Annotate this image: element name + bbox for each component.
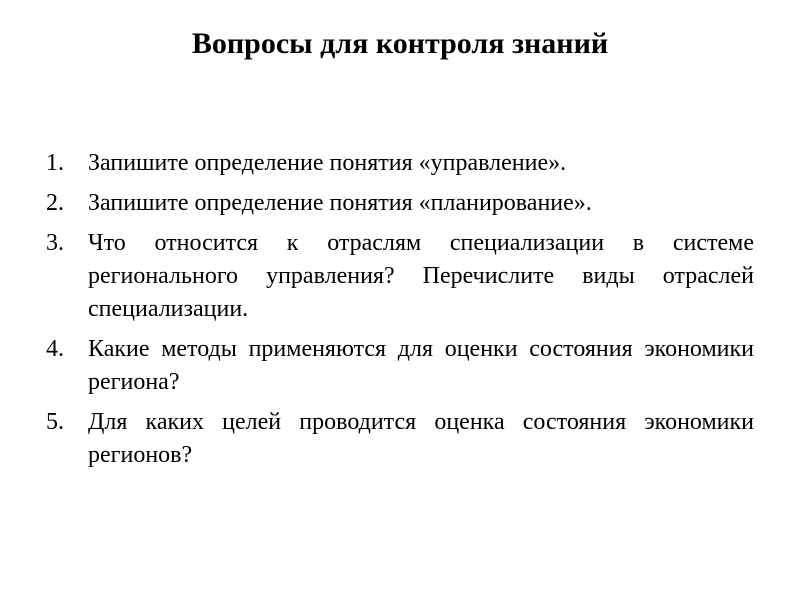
slide-title: Вопросы для контроля знаний	[191, 27, 609, 60]
question-text: Запишите определение понятия «планирование».	[88, 190, 592, 216]
question-item-2	[46, 187, 754, 220]
question-number: 3.	[46, 230, 64, 256]
question-number: 2.	[46, 190, 64, 216]
question-number: 1.	[46, 150, 64, 176]
question-text: Запишите определение понятия «управление».	[88, 150, 567, 176]
question-item-3	[46, 227, 754, 326]
question-number: 4.	[46, 336, 64, 362]
question-list	[46, 147, 754, 479]
question-item-1	[46, 147, 754, 180]
question-text: Какие методы применяются для оценки состояния экономики региона?	[88, 336, 754, 395]
question-text: Для каких целей проводится оценка состояния экономики регионов?	[88, 409, 754, 468]
question-item-4	[46, 333, 754, 399]
question-number: 5.	[46, 409, 64, 435]
question-text: Что относится к отраслям специализации в системе регионального управления? Перечислите виды отраслей специализации.	[88, 230, 754, 322]
question-item-5	[46, 406, 754, 472]
